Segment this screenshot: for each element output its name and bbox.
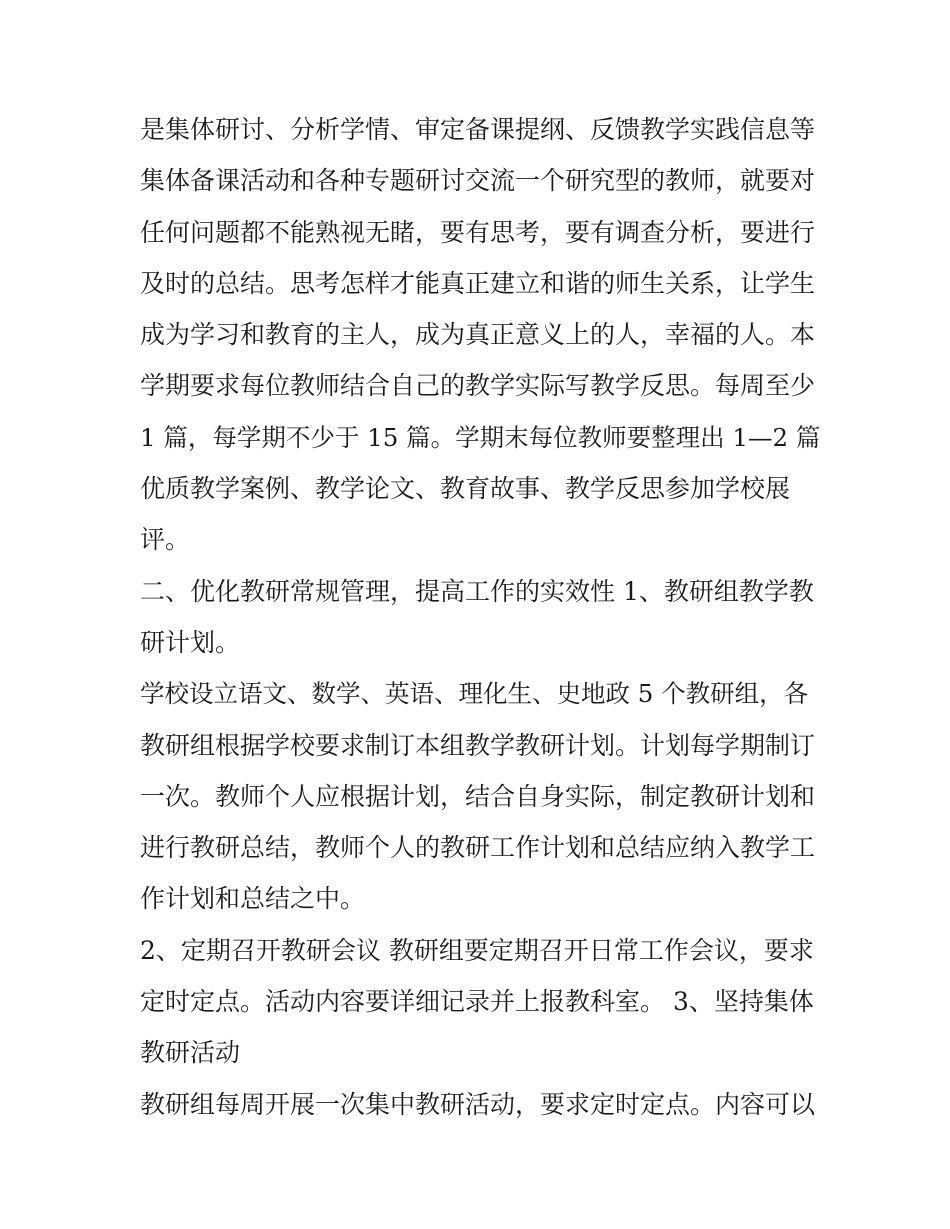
text-line: 学校设立语文、数学、英语、理化生、史地政 5 个教研组，各	[140, 679, 809, 709]
text-line: 进行教研总结，教师个人的教研工作计划和总结应纳入教学工	[140, 833, 816, 863]
text-line: 1 篇，每学期不少于 15 篇。学期末每位教师要整理出 1—2 篇	[140, 422, 821, 452]
text-line: 评。	[140, 525, 191, 555]
text-line: 任何问题都不能熟视无睹，要有思考，要有调查分析，要进行	[140, 217, 816, 247]
text-line: 定时定点。活动内容要详细记录并上报教科室。 3、坚持集体	[140, 987, 814, 1017]
text-line: 学期要求每位教师结合自己的教学实际写教学反思。每周至少	[140, 371, 816, 401]
text-line: 是集体研讨、分析学情、审定备课提纲、反馈教学实践信息等	[140, 115, 816, 144]
text-line: 教研活动	[140, 1038, 241, 1068]
text-line: 一次。教师个人应根据计划，结合自身实际，制定教研计划和	[140, 781, 816, 811]
text-line: 教研组每周开展一次集中教研活动，要求定时定点。内容可以	[140, 1089, 816, 1119]
text-line: 研计划。	[140, 627, 241, 657]
text-line: 教研组根据学校要求制订本组教学教研计划。计划每学期制订	[140, 730, 816, 760]
text-line: 2、定期召开教研会议 教研组要定期召开日常工作会议，要求	[140, 935, 814, 965]
text-line: 作计划和总结之中。	[140, 884, 366, 914]
document-body	[140, 104, 820, 1130]
text-line: 集体备课活动和各种专题研讨交流一个研究型的教师，就要对	[140, 166, 816, 196]
text-line: 优质教学案例、教学论文、教育故事、教学反思参加学校展	[140, 474, 791, 504]
text-line: 成为学习和教育的主人，成为真正意义上的人，幸福的人。本	[140, 320, 816, 350]
section-heading: 二、优化教研常规管理，提高工作的实效性 1、教研组教学教	[140, 576, 814, 606]
text-line: 及时的总结。思考怎样才能真正建立和谐的师生关系，让学生	[140, 268, 816, 298]
